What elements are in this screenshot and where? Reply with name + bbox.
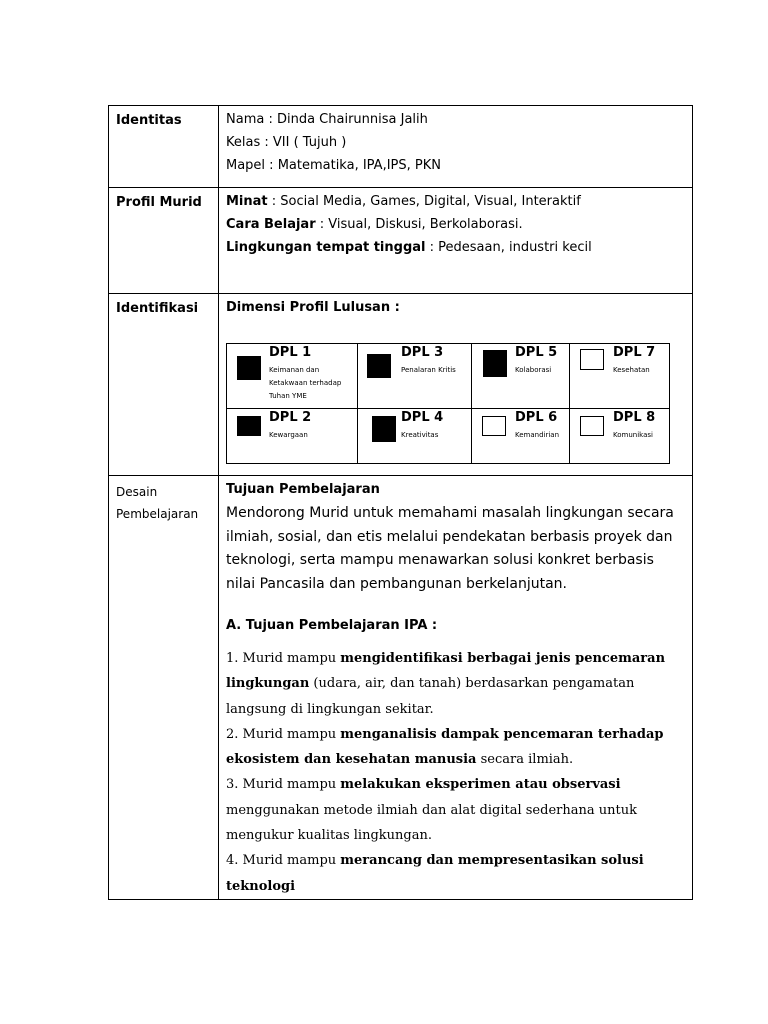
document-page [108, 105, 692, 894]
tujuan-pembelajaran-title: Tujuan Pembelajaran [226, 482, 380, 497]
item-bold: menganalisis dampak pencemaran terhadap ekosistem dan kesehatan manusia [226, 726, 664, 768]
cara-belajar-label: Cara Belajar [226, 217, 316, 232]
label-pembelajaran: Pembelajaran [116, 507, 199, 521]
dimensi-profil-title: Dimensi Profil Lulusan : [226, 300, 400, 315]
dpl-grid [226, 343, 670, 464]
list-item [226, 722, 682, 773]
dpl-name: DPL 4 [401, 410, 444, 425]
label-identitas: Identitas [116, 113, 182, 128]
lingkungan-label: Lingkungan tempat tinggal [226, 240, 426, 255]
ipa-list [219, 633, 692, 899]
ipa-title: A. Tujuan Pembelajaran IPA : [226, 618, 438, 633]
dpl-cell-1 [227, 344, 358, 409]
row-identitas [109, 106, 693, 188]
dpl-cell-2 [227, 409, 358, 464]
dpl-name: DPL 7 [613, 345, 656, 360]
kelas-text: Kelas : VII ( Tujuh ) [226, 135, 347, 150]
nama-text: Nama : Dinda Chairunnisa Jalih [226, 112, 428, 127]
checkbox-icon [237, 416, 261, 436]
cara-belajar-value: : Visual, Diskusi, Berkolaborasi. [315, 217, 523, 232]
dpl-desc: Komunikasi [613, 431, 653, 439]
item-prefix: 4. Murid mampu [226, 853, 341, 869]
label-identifikasi: Identifikasi [116, 301, 199, 316]
dpl-cell-4 [358, 409, 472, 464]
tujuan-pembelajaran-body: Mendorong Murid untuk memahami masalah lingkungan secara ilmiah, sosial, dan etis melalui pendekatan berbasis proyek dan teknologi, serta mampu menawarkan solusi konkret berbasis nilai Pancasila dan pembangunan berkelanjutan. [226, 505, 674, 592]
checkbox-icon [237, 356, 261, 380]
dpl-desc: Kewargaan [269, 431, 308, 439]
minat-line [226, 190, 692, 213]
dpl-cell-8 [570, 409, 670, 464]
mapel-text: Mapel : Matematika, IPA,IPS, PKN [226, 158, 441, 173]
dpl-name: DPL 3 [401, 345, 444, 360]
dpl-name: DPL 1 [269, 345, 312, 360]
dpl-cell-6 [472, 409, 570, 464]
dpl-name: DPL 5 [515, 345, 558, 360]
list-item [226, 772, 682, 848]
lingkungan-line [226, 236, 692, 259]
dpl-desc: Kemandirian [515, 431, 560, 439]
minat-label: Minat [226, 194, 268, 209]
dpl-name: DPL 6 [515, 410, 558, 425]
dpl-desc: Kreativitas [401, 431, 439, 439]
list-item [226, 646, 682, 722]
dpl-name: DPL 2 [269, 410, 312, 425]
checkbox-icon [580, 416, 604, 436]
checkbox-icon [580, 349, 604, 370]
label-profil-murid: Profil Murid [116, 195, 202, 210]
row-profil-murid [109, 188, 693, 294]
minat-value: : Social Media, Games, Digital, Visual, Interaktif [267, 194, 581, 209]
dpl-name: DPL 8 [613, 410, 656, 425]
dpl-desc: Keimanan dan Ketakwaan terhadap Tuhan YME [269, 366, 342, 400]
item-bold: merancang dan mempresentasikan solusi teknologi [226, 853, 644, 894]
item-suffix: secara ilmiah. [476, 752, 574, 768]
dpl-desc: Kesehatan [613, 366, 650, 374]
item-prefix: 3. Murid mampu [226, 777, 341, 793]
dpl-cell-3 [358, 344, 472, 409]
dpl-desc: Kolaborasi [515, 366, 552, 374]
item-prefix: 1. Murid mampu [226, 651, 341, 666]
row-identifikasi [109, 294, 693, 476]
item-prefix: 2. Murid mampu [226, 726, 341, 742]
checkbox-icon [372, 416, 396, 442]
lesson-plan-table [108, 105, 693, 900]
item-bold: mengidentifikasi berbagai jenis pencemaran lingkungan [226, 651, 666, 692]
item-bold: melakukan eksperimen atau observasi [340, 777, 621, 793]
lingkungan-value: : Pedesaan, industri kecil [425, 240, 592, 255]
checkbox-icon [482, 416, 506, 436]
item-suffix: (udara, air, dan tanah) berdasarkan pengamatan langsung di lingkungan sekitar. [226, 676, 635, 717]
checkbox-icon [367, 354, 391, 378]
cara-belajar-line [226, 213, 692, 236]
checkbox-icon [483, 350, 507, 377]
label-desain: Desain [116, 485, 158, 499]
row-desain-pembelajaran [109, 476, 693, 900]
dpl-cell-7 [570, 344, 670, 409]
item-suffix: menggunakan metode ilmiah dan alat digital sederhana untuk mengukur kualitas lingkungan. [226, 802, 637, 844]
list-item [226, 848, 682, 899]
dpl-desc: Penalaran Kritis [401, 366, 456, 374]
dpl-cell-5 [472, 344, 570, 409]
